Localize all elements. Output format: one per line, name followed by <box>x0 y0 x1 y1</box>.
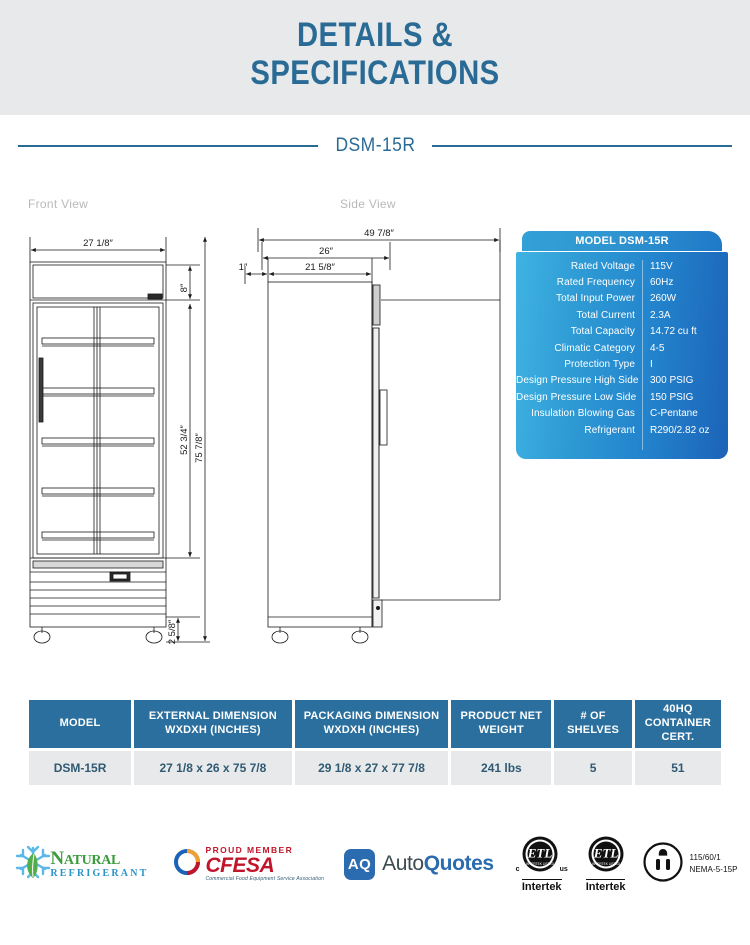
cell-net-weight: 241 lbs <box>451 751 551 785</box>
dim-front-door-height: 52 3/4″ <box>179 425 190 455</box>
natural-refrigerant-text <box>50 849 148 879</box>
cfesa-name: CFESA <box>205 853 275 877</box>
dim-front-total-height: 75 7/8″ <box>194 433 205 463</box>
spec-value: 300 PSIG <box>650 375 694 387</box>
natural-refrigerant-line2: REFRIGERANT <box>50 868 149 879</box>
table-header-container-cert <box>635 700 721 748</box>
table-header-external-dimension-line2: WXDXH (INCHES) <box>165 724 261 736</box>
spec-row <box>516 307 728 323</box>
autoquotes-badge-icon: AQ <box>344 849 375 880</box>
etl-us-name: Intertek <box>521 880 562 893</box>
nema-plug-logo <box>643 842 737 887</box>
snowflake-leaf-icon <box>12 842 54 887</box>
table-header-external-dimension <box>134 700 292 748</box>
spec-label: Design Pressure Low Side <box>516 391 637 403</box>
table-header-packaging-dimension <box>295 700 449 748</box>
table-header-model <box>29 700 131 748</box>
table-header-net-weight-line1: PRODUCT NET <box>460 710 543 723</box>
spec-value: I <box>650 359 653 371</box>
natural-refrigerant-logo <box>12 842 148 887</box>
table-header-packaging-dimension-line2: WXDXH (INCHES) <box>323 724 420 736</box>
spec-row <box>516 324 728 340</box>
dim-front-header-height: 8″ <box>179 283 190 293</box>
etl-listed-icon <box>587 835 625 878</box>
spec-label: Rated Voltage <box>570 260 635 272</box>
spec-value: 115V <box>650 260 673 272</box>
cfesa-text <box>206 846 325 882</box>
spec-label: Total Input Power <box>556 293 635 305</box>
cell-shelves: 5 <box>554 751 631 785</box>
table-header-shelves-line1: # OF <box>580 710 606 723</box>
table-header-model-line1: MODEL <box>59 717 101 730</box>
technical-drawings <box>0 180 520 670</box>
cfesa-subtitle: Commercial Food Equipment Service Association <box>205 875 325 882</box>
etl-us-mark <box>516 835 568 878</box>
dim-side-cabinet-depth: 21 5/8″ <box>305 262 335 273</box>
spec-row <box>516 373 728 389</box>
spec-row <box>516 422 728 438</box>
dim-side-total-depth: 26″ <box>319 246 333 257</box>
spec-label: Design Pressure High Side <box>516 375 639 387</box>
certification-logos <box>0 824 750 904</box>
spec-row <box>516 274 728 290</box>
dim-front-base-height: 2 5/8″ <box>167 619 178 645</box>
cell-model: DSM-15R <box>29 751 131 785</box>
table-row <box>29 751 721 785</box>
etl-us-suffix: us <box>559 865 568 873</box>
spec-value: 260W <box>650 293 677 305</box>
etl-name: Intertek <box>585 880 626 893</box>
dim-front-width: 27 1/8″ <box>83 238 113 249</box>
table-header-net-weight-line2: WEIGHT <box>478 724 524 736</box>
side-view-label: Side View <box>340 197 396 211</box>
spec-value: 14.72 cu ft <box>650 326 697 338</box>
table-header-external-dimension-line1: EXTERNAL DIMENSION <box>148 710 277 723</box>
spec-panel <box>516 231 728 459</box>
cell-external-dimension: 27 1/8 x 26 x 75 7/8 <box>134 751 292 785</box>
spec-row <box>516 356 728 372</box>
autoquotes-logo <box>344 849 494 880</box>
natural-refrigerant-line1: NATURAL <box>50 848 121 869</box>
etl-logo <box>586 835 626 893</box>
autoquotes-name: AutoQuotes <box>382 852 494 875</box>
spec-value: C-Pentane <box>650 408 698 420</box>
spec-row <box>516 406 728 422</box>
page-title-line2: SPECIFICATIONS <box>250 54 500 92</box>
cell-container-cert: 51 <box>635 751 721 785</box>
spec-divider <box>642 260 643 450</box>
page-title <box>0 18 750 90</box>
etl-listed-icon <box>521 835 559 878</box>
front-view-label: Front View <box>28 197 89 211</box>
cell-packaging-dimension: 29 1/8 x 27 x 77 7/8 <box>295 751 449 785</box>
spec-table <box>29 700 721 785</box>
spec-panel-body <box>516 252 728 459</box>
nema-outlet-icon <box>643 842 683 887</box>
svg-text:INTERTEK LISTED: INTERTEK LISTED <box>525 861 554 866</box>
table-header-shelves <box>554 700 631 748</box>
spec-label: Protection Type <box>564 359 635 371</box>
rule-line-right <box>432 145 732 147</box>
etl-us-logo <box>516 835 568 893</box>
spec-label: Climatic Category <box>554 342 635 354</box>
table-header-row <box>29 700 721 748</box>
spec-value: 60Hz <box>650 277 674 289</box>
cfesa-logo <box>171 846 325 883</box>
table-header-container-cert-line1: 40HQ <box>663 703 693 716</box>
spec-value: 2.3A <box>650 309 671 321</box>
model-name: DSM-15R <box>335 135 415 156</box>
spec-value: 150 PSIG <box>650 391 694 403</box>
cfesa-tagline: PROUD MEMBER <box>205 845 294 856</box>
spec-row <box>516 340 728 356</box>
nema-plug-line2: NEMA-5-15P <box>689 865 738 874</box>
etl-us-prefix: c <box>515 865 520 873</box>
dim-side-open-depth: 49 7/8″ <box>364 228 394 239</box>
svg-text:ETL: ETL <box>593 845 618 861</box>
spec-label: Rated Frequency <box>556 277 635 289</box>
rule-line-left <box>18 145 318 147</box>
etl-mark <box>587 835 625 878</box>
table-header-container-cert-line2: CONTAINER CERT. <box>644 717 712 743</box>
spec-row <box>516 389 728 405</box>
spec-label: Insulation Blowing Gas <box>531 408 635 420</box>
dim-side-clearance: 1″ <box>238 262 248 273</box>
svg-text:ETL: ETL <box>527 845 552 861</box>
table-header-shelves-line2: SHELVES <box>567 724 620 736</box>
nema-plug-text <box>689 852 737 875</box>
cfesa-ring-icon <box>171 846 203 883</box>
spec-row <box>516 291 728 307</box>
spec-label: Total Current <box>576 309 635 321</box>
spec-value: R290/2.82 oz <box>650 424 710 436</box>
nema-plug-line1: 115/60/1 <box>689 853 721 863</box>
page-title-line1: DETAILS & <box>296 16 454 54</box>
table-header-packaging-dimension-line1: PACKAGING DIMENSION <box>303 710 440 723</box>
table-header-net-weight <box>451 700 551 748</box>
spec-label: Refrigerant <box>584 424 635 436</box>
spec-row <box>516 258 728 274</box>
spec-value: 4-5 <box>650 342 665 354</box>
spec-label: Total Capacity <box>570 326 635 338</box>
spec-panel-title: MODEL DSM-15R <box>522 231 722 251</box>
model-rule <box>18 133 732 159</box>
svg-text:INTERTEK LISTED: INTERTEK LISTED <box>591 861 620 866</box>
